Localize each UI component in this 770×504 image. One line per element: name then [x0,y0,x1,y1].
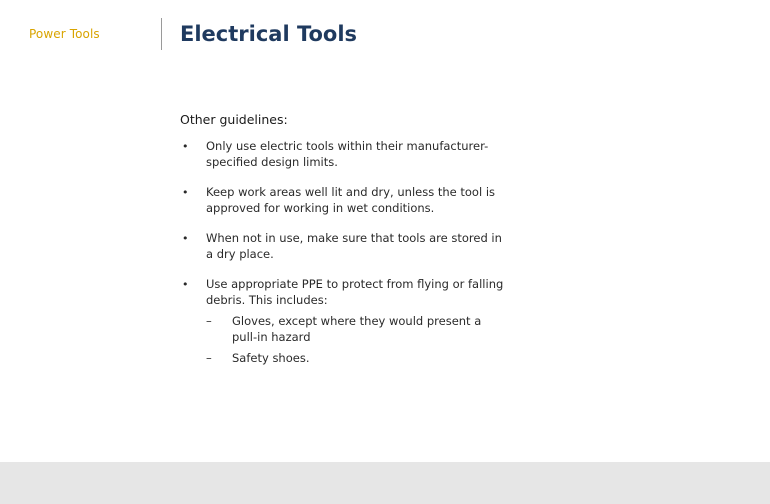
list-item-text: Keep work areas well lit and dry, unless the tool is approved for working in wet conditions. [206,185,495,215]
bullet-icon: • [182,278,189,291]
header-divider [161,18,162,50]
sub-list-item-text: Safety shoes. [232,351,310,365]
list-item-text: Use appropriate PPE to protect from flying or falling debris. This includes: [206,277,504,307]
guidelines-heading: Other guidelines: [180,112,288,127]
bullet-icon: • [182,186,189,199]
guidelines-content [180,112,510,382]
bullet-icon: • [182,140,189,153]
list-item [180,185,510,216]
list-item [180,231,510,262]
page-title: Electrical Tools [180,22,358,46]
list-item [180,277,510,367]
dash-icon: – [206,314,212,328]
section-label: Power Tools [29,27,100,41]
list-item-text: When not in use, make sure that tools are stored in a dry place. [206,231,502,261]
dash-icon: – [206,351,212,365]
list-item-text: Only use electric tools within their manufacturer-specified design limits. [206,139,489,169]
bullet-icon: • [182,232,189,245]
sub-list-item [206,351,510,367]
guidelines-list [180,139,510,367]
footer-bar [0,462,770,504]
sub-list [206,314,510,367]
list-item [180,139,510,170]
sub-list-item [206,314,510,345]
sub-list-item-text: Gloves, except where they would present a pull-in hazard [232,314,482,344]
